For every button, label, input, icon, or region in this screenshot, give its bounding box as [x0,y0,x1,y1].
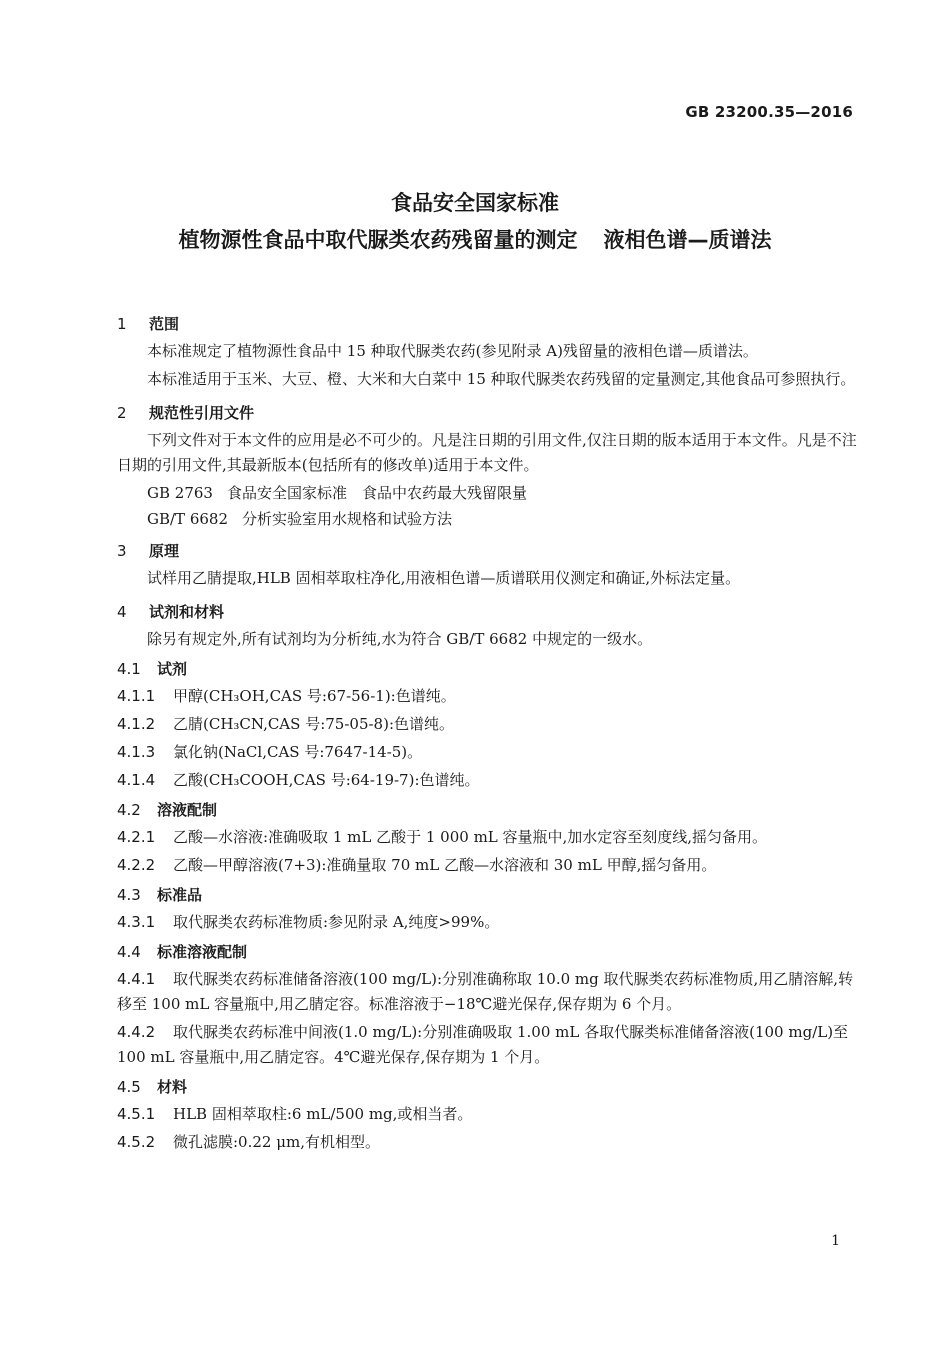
clause-number: 4.2.2 [117,856,156,874]
clause-4-1-4 [117,768,857,793]
clause-text: HLB 固相萃取柱:6 mL/500 mg,或相当者。 [173,1105,473,1123]
section-1-heading [117,310,857,338]
subsection-4-4-heading [117,938,857,966]
section-number: 2 [117,404,127,422]
sec2-paragraph-1: 下列文件对于本文件的应用是必不可少的。凡是注日期的引用文件,仅注日期的版本适用于本文件。凡是不注日期的引用文件,其最新版本(包括所有的修改单)适用于本文件。 [117,431,857,474]
clause-number: 4.4.1 [117,970,156,988]
subsection-title: 标准品 [157,886,203,904]
title-line-2b: 液相色谱—质谱法 [603,228,772,252]
clause-text: 取代脲类农药标准储备溶液(100 mg/L):分别准确称取 10.0 mg 取代脲类农药标准物质,用乙腈溶解,转移至 100 mL 容量瓶中,用乙腈定容。标准溶液于−18℃避光保存,保存期为 6 个月。 [117,970,854,1013]
clause-4-1-2 [117,712,857,737]
clause-number: 4.3.1 [117,913,156,931]
section-2-heading [117,399,857,427]
section-number: 1 [117,315,127,333]
subsection-4-1-heading [117,655,857,683]
clause-text: 乙腈(CH₃CN,CAS 号:75-05-8):色谱纯。 [173,715,455,733]
subsection-number: 4.5 [117,1078,141,1096]
section-title: 规范性引用文件 [149,404,255,422]
clause-number: 4.4.2 [117,1023,156,1041]
clause-4-1-1 [117,684,857,709]
clause-4-5-2 [117,1130,857,1155]
clause-text: 取代脲类农药标准中间液(1.0 mg/L):分别准确吸取 1.00 mL 各取代脲类标准储备溶液(100 mg/L)至 100 mL 容量瓶中,用乙腈定容。4℃避光保存,保存期为 1 个月。 [117,1023,849,1066]
clause-4-2-2 [117,853,857,878]
clause-text: 微孔滤膜:0.22 μm,有机相型。 [173,1133,380,1151]
reference-item [117,507,857,532]
clause-number: 4.5.1 [117,1105,156,1123]
section-title: 原理 [149,542,180,560]
sec1-paragraph-1: 本标准规定了植物源性食品中 15 种取代脲类农药(参见附录 A)残留量的液相色谱—质谱法。 [147,342,758,360]
clause-number: 4.1.2 [117,715,156,733]
clause-text: 乙酸—水溶液:准确吸取 1 mL 乙酸于 1 000 mL 容量瓶中,加水定容至刻度线,摇匀备用。 [173,828,768,846]
clause-text: 甲醇(CH₃OH,CAS 号:67-56-1):色谱纯。 [173,687,456,705]
standard-code: GB 23200.35—2016 [685,103,853,121]
subsection-number: 4.2 [117,801,141,819]
subsection-title: 溶液配制 [157,801,218,819]
subsection-number: 4.3 [117,886,141,904]
sec3-paragraph-1: 试样用乙腈提取,HLB 固相萃取柱净化,用液相色谱—质谱联用仪测定和确证,外标法定量。 [147,569,741,587]
title-line-2a: 植物源性食品中取代脲类农药残留量的测定 [178,228,578,252]
clause-number: 4.2.1 [117,828,156,846]
subsection-4-3-heading [117,881,857,909]
clause-text: 乙酸(CH₃COOH,CAS 号:64-19-7):色谱纯。 [173,771,480,789]
section-4-heading [117,598,857,626]
subsection-number: 4.1 [117,660,141,678]
reference-code: GB/T 6682 [147,510,229,528]
reference-item [117,481,857,506]
page-number: 1 [831,1233,840,1249]
clause-4-5-1 [117,1102,857,1127]
clause-text: 乙酸—甲醇溶液(7+3):准确量取 70 mL 乙酸—水溶液和 30 mL 甲醇,摇匀备用。 [173,856,717,874]
clause-4-3-1 [117,910,857,935]
section-number: 3 [117,542,127,560]
title-line-2 [0,224,950,254]
clause-4-2-1 [117,825,857,850]
subsection-number: 4.4 [117,943,141,961]
subsection-title: 材料 [157,1078,188,1096]
clause-text: 取代脲类农药标准物质:参见附录 A,纯度>99%。 [173,913,500,931]
reference-name: 分析实验室用水规格和试验方法 [242,510,453,528]
subsection-4-5-heading [117,1073,857,1101]
clause-number: 4.5.2 [117,1133,156,1151]
reference-name: 食品安全国家标准 食品中农药最大残留限量 [226,484,527,502]
section-3-heading [117,537,857,565]
subsection-title: 试剂 [157,660,188,678]
section-number: 4 [117,603,127,621]
document-body [117,310,857,1158]
sec4-paragraph-1: 除另有规定外,所有试剂均为分析纯,水为符合 GB/T 6682 中规定的一级水。 [147,630,653,648]
clause-number: 4.1.4 [117,771,156,789]
clause-text: 氯化钠(NaCl,CAS 号:7647-14-5)。 [173,743,423,761]
clause-4-4-2 [117,1020,857,1070]
clause-4-1-3 [117,740,857,765]
clause-4-4-1 [117,967,857,1017]
section-title: 范围 [149,315,180,333]
section-title: 试剂和材料 [149,603,225,621]
sec1-paragraph-2: 本标准适用于玉米、大豆、橙、大米和大白菜中 15 种取代脲类农药残留的定量测定,其他食品可参照执行。 [147,370,856,388]
subsection-4-2-heading [117,796,857,824]
clause-number: 4.1.3 [117,743,156,761]
title-line-1: 食品安全国家标准 [391,191,559,215]
subsection-title: 标准溶液配制 [157,943,248,961]
reference-code: GB 2763 [147,484,213,502]
clause-number: 4.1.1 [117,687,156,705]
